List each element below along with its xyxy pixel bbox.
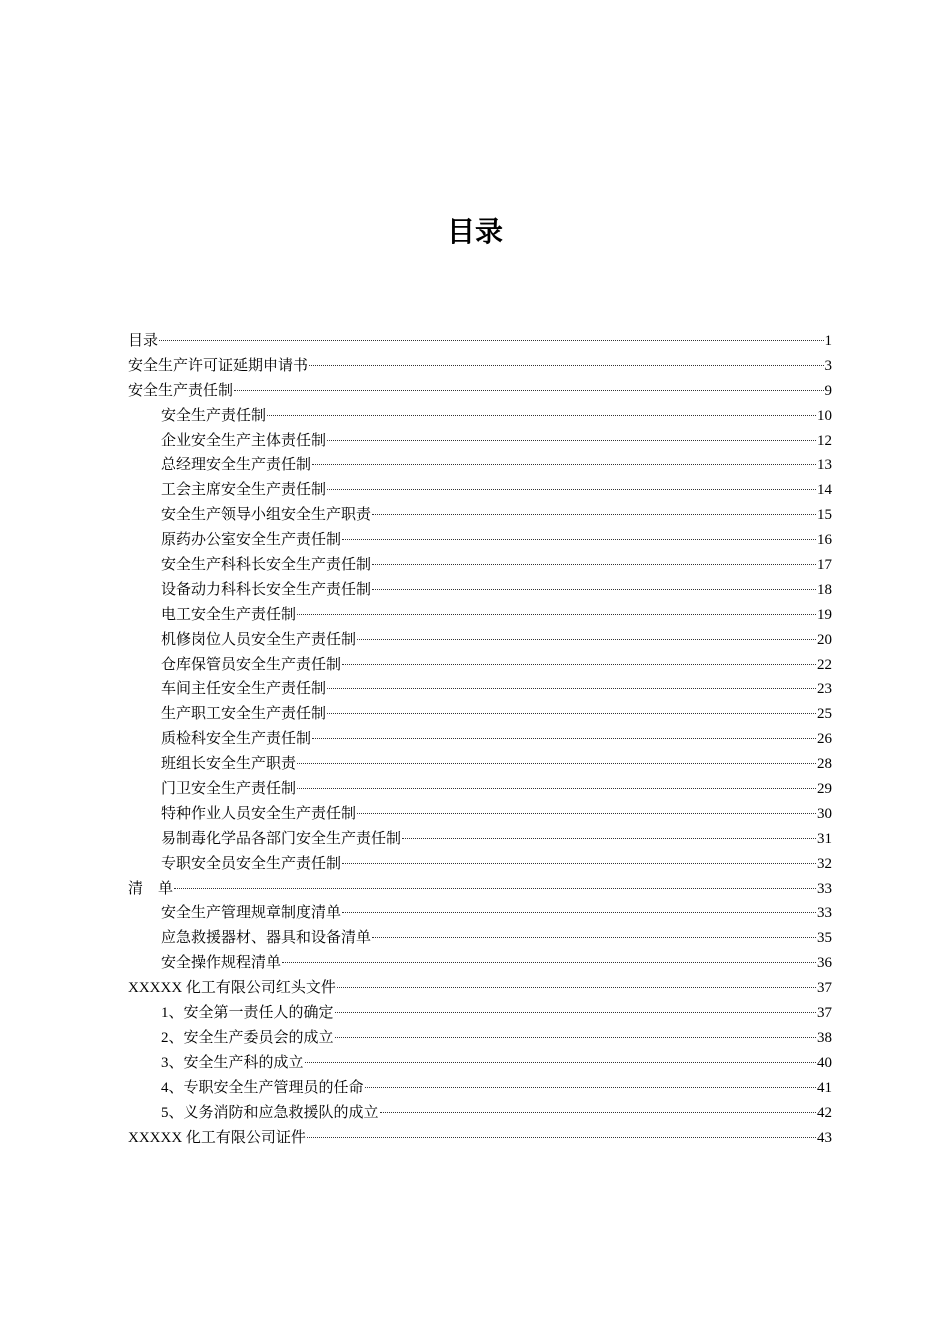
toc-dot-leader	[312, 738, 816, 739]
toc-dot-leader	[297, 763, 816, 764]
toc-entry-label: 1、安全第一责任人的确定	[161, 1005, 334, 1022]
toc-entry[interactable]	[128, 354, 832, 379]
toc-dot-leader	[234, 390, 823, 391]
toc-entry-label: 2、安全生产委员会的成立	[161, 1029, 334, 1046]
toc-dot-leader	[342, 664, 816, 665]
toc-entry-label: 专职安全员安全生产责任制	[161, 855, 342, 872]
toc-dot-leader	[267, 415, 816, 416]
toc-entry-page-number: 19	[817, 606, 832, 623]
toc-entry-page-number: 17	[817, 557, 832, 574]
toc-dot-leader	[402, 838, 816, 839]
toc-entry[interactable]	[128, 379, 832, 404]
toc-entry[interactable]	[128, 877, 832, 902]
toc-dot-leader	[305, 1062, 816, 1063]
toc-entry-page-number: 33	[817, 880, 832, 897]
toc-dot-leader	[372, 514, 816, 515]
toc-dot-leader	[342, 912, 816, 913]
toc-entry-page-number: 29	[817, 781, 832, 798]
toc-dot-leader	[327, 713, 816, 714]
toc-entry-page-number: 41	[817, 1079, 832, 1096]
toc-dot-leader	[342, 863, 816, 864]
toc-entry[interactable]	[128, 429, 832, 454]
toc-entry[interactable]	[128, 1026, 832, 1051]
toc-entry[interactable]	[128, 528, 832, 553]
toc-entry-label: 总经理安全生产责任制	[161, 457, 312, 474]
toc-entry[interactable]	[128, 603, 832, 628]
toc-dot-leader	[335, 1012, 816, 1013]
toc-entry-page-number: 13	[817, 457, 832, 474]
toc-entry-page-number: 37	[817, 980, 832, 997]
toc-entry-page-number: 26	[817, 731, 832, 748]
toc-entry-page-number: 23	[817, 681, 832, 698]
toc-dot-leader	[327, 440, 816, 441]
toc-entry-page-number: 32	[817, 855, 832, 872]
toc-entry-label: 应急救援器材、器具和设备清单	[161, 930, 372, 947]
toc-entry-label: 设备动力科科长安全生产责任制	[161, 581, 372, 598]
toc-dot-leader	[327, 489, 816, 490]
toc-entry[interactable]	[128, 702, 832, 727]
toc-entry-label: 企业安全生产主体责任制	[161, 432, 327, 449]
toc-entry[interactable]	[128, 827, 832, 852]
toc-entry-page-number: 1	[824, 333, 832, 349]
toc-entry-page-number: 43	[817, 1129, 832, 1146]
toc-entry-label: 仓库保管员安全生产责任制	[161, 656, 342, 673]
toc-dot-leader	[372, 589, 816, 590]
toc-entry[interactable]	[128, 553, 832, 578]
toc-entry-page-number: 3	[824, 357, 832, 374]
toc-entry[interactable]	[128, 329, 832, 354]
toc-entry-page-number: 16	[817, 532, 832, 549]
table-of-contents	[128, 329, 832, 1150]
toc-entry[interactable]	[128, 1051, 832, 1076]
toc-entry-label: 质检科安全生产责任制	[161, 731, 312, 748]
toc-entry[interactable]	[128, 802, 832, 827]
toc-entry[interactable]	[128, 578, 832, 603]
toc-dot-leader	[357, 813, 816, 814]
toc-dot-leader	[372, 564, 816, 565]
toc-dot-leader	[357, 639, 816, 640]
toc-entry[interactable]	[128, 926, 832, 951]
toc-entry[interactable]	[128, 752, 832, 777]
toc-entry-page-number: 30	[817, 805, 832, 822]
toc-entry[interactable]	[128, 852, 832, 877]
toc-entry-page-number: 38	[817, 1029, 832, 1046]
toc-entry-label: 4、专职安全生产管理员的任命	[161, 1079, 364, 1096]
toc-entry-label: 清 单	[128, 880, 174, 897]
toc-entry[interactable]	[128, 727, 832, 752]
toc-entry-page-number: 10	[817, 407, 832, 424]
toc-entry-label: 原药办公室安全生产责任制	[161, 532, 342, 549]
toc-entry-label: 机修岗位人员安全生产责任制	[161, 631, 357, 648]
toc-entry-label: XXXXX 化工有限公司红头文件	[128, 980, 336, 997]
toc-dot-leader	[327, 688, 816, 689]
toc-dot-leader	[307, 1137, 816, 1138]
toc-entry[interactable]	[128, 503, 832, 528]
toc-dot-leader	[159, 340, 823, 341]
toc-entry[interactable]	[128, 951, 832, 976]
toc-entry[interactable]	[128, 628, 832, 653]
toc-entry-page-number: 20	[817, 631, 832, 648]
toc-entry[interactable]	[128, 976, 832, 1001]
toc-dot-leader	[309, 365, 823, 366]
toc-entry-label: 安全生产科科长安全生产责任制	[161, 557, 372, 574]
toc-entry-page-number: 28	[817, 756, 832, 773]
toc-dot-leader	[337, 987, 816, 988]
toc-entry-page-number: 40	[817, 1054, 832, 1071]
toc-entry-page-number: 37	[817, 1005, 832, 1022]
toc-entry-label: 安全生产许可证延期申请书	[128, 357, 309, 374]
toc-entry-page-number: 25	[817, 706, 832, 723]
toc-entry-label: 安全生产管理规章制度清单	[161, 905, 342, 922]
toc-entry-page-number: 36	[817, 955, 832, 972]
toc-dot-leader	[297, 614, 816, 615]
toc-entry[interactable]	[128, 404, 832, 429]
page-title: 目录	[446, 215, 503, 248]
toc-entry-page-number: 42	[817, 1104, 832, 1121]
toc-dot-leader	[335, 1037, 816, 1038]
toc-entry-page-number: 31	[817, 830, 832, 847]
toc-entry-label: 易制毒化学品各部门安全生产责任制	[161, 830, 402, 847]
toc-entry-label: 特种作业人员安全生产责任制	[161, 805, 357, 822]
toc-entry-page-number: 35	[817, 930, 832, 947]
toc-entry-label: 安全生产领导小组安全生产职责	[161, 507, 372, 524]
toc-entry[interactable]	[128, 1076, 832, 1101]
toc-entry-label: 安全生产责任制	[161, 407, 267, 424]
toc-dot-leader	[365, 1087, 816, 1088]
toc-entry[interactable]	[128, 453, 832, 478]
toc-entry-label: 安全生产责任制	[128, 382, 234, 399]
toc-entry-page-number: 33	[817, 905, 832, 922]
toc-entry-label: 目录	[128, 333, 159, 349]
toc-entry[interactable]	[128, 478, 832, 503]
toc-entry-label: 3、安全生产科的成立	[161, 1054, 304, 1071]
toc-entry-label: 安全操作规程清单	[161, 955, 282, 972]
toc-entry-label: XXXXX 化工有限公司证件	[128, 1129, 306, 1146]
toc-entry-label: 生产职工安全生产责任制	[161, 706, 327, 723]
toc-entry-label: 5、义务消防和应急救援队的成立	[161, 1104, 379, 1121]
toc-entry-label: 班组长安全生产职责	[161, 756, 297, 773]
toc-dot-leader	[174, 888, 816, 889]
toc-entry[interactable]	[128, 901, 832, 926]
toc-entry[interactable]	[128, 1101, 832, 1126]
toc-entry-label: 工会主席安全生产责任制	[161, 482, 327, 499]
toc-entry-label: 门卫安全生产责任制	[161, 781, 297, 798]
toc-entry[interactable]	[128, 653, 832, 678]
toc-entry-page-number: 22	[817, 656, 832, 673]
toc-entry-label: 车间主任安全生产责任制	[161, 681, 327, 698]
toc-entry[interactable]	[128, 1126, 832, 1151]
toc-dot-leader	[297, 788, 816, 789]
toc-dot-leader	[380, 1112, 816, 1113]
toc-entry-page-number: 14	[817, 482, 832, 499]
toc-entry[interactable]	[128, 777, 832, 802]
toc-entry-page-number: 9	[824, 382, 832, 399]
toc-dot-leader	[372, 937, 816, 938]
toc-entry[interactable]	[128, 677, 832, 702]
toc-dot-leader	[312, 464, 816, 465]
toc-entry-label: 电工安全生产责任制	[161, 606, 297, 623]
toc-dot-leader	[282, 962, 816, 963]
toc-entry-page-number: 12	[817, 432, 832, 449]
toc-entry-page-number: 15	[817, 507, 832, 524]
toc-entry[interactable]	[128, 1001, 832, 1026]
toc-entry-page-number: 18	[817, 581, 832, 598]
toc-dot-leader	[342, 539, 816, 540]
